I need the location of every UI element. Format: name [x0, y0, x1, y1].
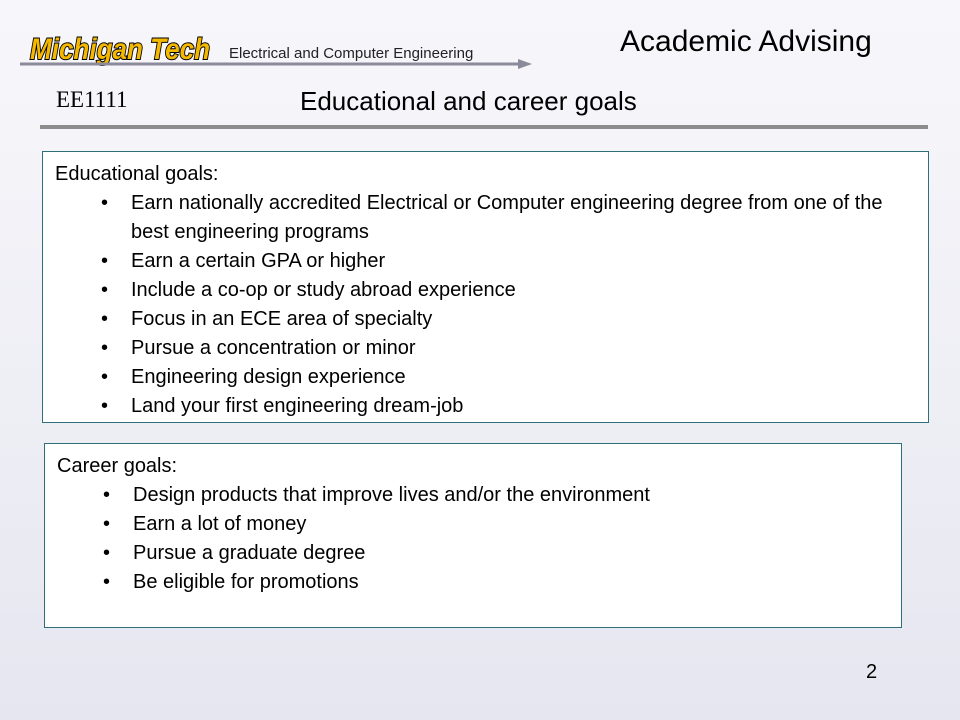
- bullet-icon: •: [101, 192, 109, 214]
- list-item-text: Be eligible for promotions: [133, 571, 359, 593]
- bullet-icon: •: [101, 279, 109, 301]
- educational-goals-heading: Educational goals:: [55, 163, 219, 185]
- page-number: 2: [866, 661, 878, 683]
- list-item: [101, 247, 916, 276]
- list-item-text: Focus in an ECE area of specialty: [131, 308, 433, 330]
- list-item: [101, 392, 916, 421]
- educational-goals-box: [42, 151, 929, 423]
- department-name: Electrical and Computer Engineering: [229, 45, 474, 62]
- list-item: [101, 276, 916, 305]
- title-divider: [40, 125, 928, 129]
- list-item-text: Pursue a graduate degree: [133, 542, 366, 564]
- list-item-text: Engineering design experience: [131, 366, 406, 388]
- bullet-icon: •: [101, 308, 109, 330]
- career-goals-list: [57, 481, 889, 597]
- list-item: [101, 189, 916, 247]
- list-item: [101, 363, 916, 392]
- slide-title: Educational and career goals: [300, 86, 637, 116]
- bullet-icon: •: [103, 484, 111, 506]
- career-goals-heading: Career goals:: [57, 455, 178, 477]
- bullet-icon: •: [103, 513, 111, 535]
- career-goals-box: [44, 443, 902, 628]
- logo-text: Michigan Tech: [30, 33, 210, 66]
- bullet-icon: •: [103, 571, 111, 593]
- course-code: EE1111: [56, 87, 128, 112]
- header-arrow-line: [0, 54, 540, 74]
- list-item: [103, 539, 889, 568]
- list-item-text: Design products that improve lives and/or the environment: [133, 484, 650, 506]
- list-item-text: Earn nationally accredited Electrical or Computer engineering degree from one of the best engineering programs: [131, 192, 883, 243]
- list-item-text: Include a co-op or study abroad experience: [131, 279, 516, 301]
- list-item: [101, 334, 916, 363]
- list-item-text: Land your first engineering dream-job: [131, 395, 464, 417]
- educational-goals-list: [55, 189, 916, 421]
- bullet-icon: •: [101, 366, 109, 388]
- list-item: [103, 568, 889, 597]
- list-item: [101, 305, 916, 334]
- list-item-text: Pursue a concentration or minor: [131, 337, 416, 359]
- bullet-icon: •: [101, 337, 109, 359]
- list-item: [103, 481, 889, 510]
- list-item-text: Earn a lot of money: [133, 513, 307, 535]
- bullet-icon: •: [101, 250, 109, 272]
- bullet-icon: •: [101, 395, 109, 417]
- list-item-text: Earn a certain GPA or higher: [131, 250, 386, 272]
- list-item: [103, 510, 889, 539]
- bullet-icon: •: [103, 542, 111, 564]
- header-title: Academic Advising: [620, 25, 872, 58]
